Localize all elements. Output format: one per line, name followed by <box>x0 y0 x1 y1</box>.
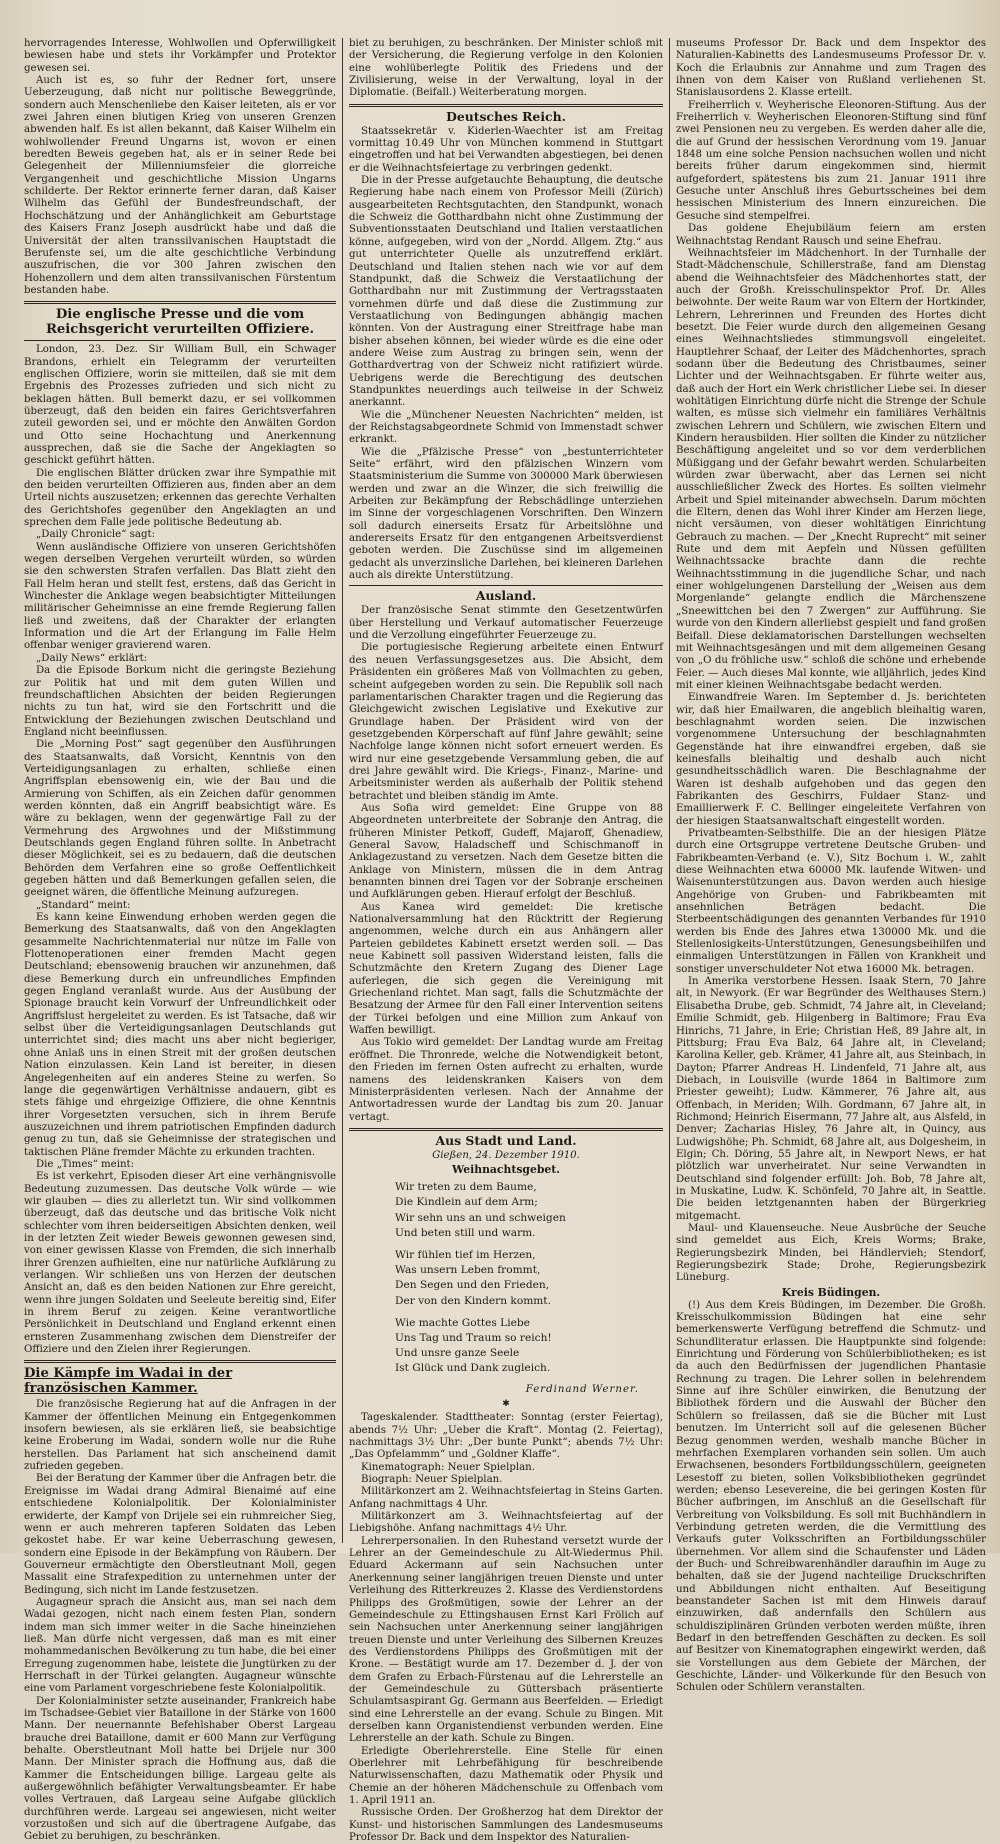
poem-line: Den Segen und den Frieden, <box>395 1279 550 1292</box>
poem-stanza <box>395 1248 663 1309</box>
column-2 <box>342 38 669 1844</box>
headline-wadai: Die Kämpfe im Wadai in der französischen Kammer. <box>24 1366 233 1397</box>
section-heading-reich: Deutsches Reich. <box>446 108 566 124</box>
article-text: hervorragendes Interesse, Wohlwollen und Opferwilligkeit bewiesen habe und stets ihr Vorkämpfer und Protektor gewesen sei. <box>24 38 336 74</box>
poem-line: Was unsern Leben frommt, <box>395 1264 541 1277</box>
article-text: Aus Tokio wird gemeldet: Der Landtag wurde am Freitag eröffnet. Die Thronrede, welche die Notwendigkeit betont, den Frieden im fernen Osten aufrecht zu erhalten, wurde namens des leidenskranken Kaisers von dem Ministerpräsidenten verlesen. Nach der Annahme der Antwortadressen wurde der Landtag bis zum 20. Januar vertagt. <box>349 1037 663 1123</box>
column-3 <box>669 38 986 1694</box>
article-text: biet zu beruhigen, zu beschränken. Der Minister schloß mit der Versicherung, die Regierung verfolge in den Kolonien eine wohlüberlegte Politik des Friedens und der Zivilisierung, weise in der Verwaltung, loyal in der Diplomatie. (Beifall.) Weiterberatung morgen. <box>349 38 663 99</box>
section-heading-kreis-buedingen: Kreis Büdingen. <box>781 1285 881 1299</box>
article-text: Die französische Regierung hat auf die Anfragen in der Kammer der öffentlichen Meinung ein Entgegenkommen insofern bewiesen, als sie erklären ließ, sie beabsichtige keine Eroberung im Wadai, sondern wolle nur die Ruhe herstellen. Das Parlament hat sich anscheinend damit zufrieden gegeben. <box>24 1399 336 1473</box>
article-text: Es ist verkehrt, Episoden dieser Art eine verhängnisvolle Bedeutung zuzumessen. Das deutsche Volk würde — wie wir glauben — dies zu allerletzt tun. Wir sind vollkommen überzeugt, daß das deutsche und das britische Volk nicht schlechter vom ihren beiderseitigen Absichten denken, weil in der letzten Zeit wieder Beweis gewonnen gewesen sind, von einer gewissen Klasse von Fremden, die sich innerhalb ihrer Grenzen aufhielten, eine nur natürliche Aufklärung zu verlangen. Wir schließen uns von Herzen der deutschen Ansicht an, daß es den beiden Nationen zur Ehre gereicht, wenn ihre jungen Soldaten und Seeleute bereitig sind, Eifer in ihrem Beruf zu zeigen. Keine verantwortliche Persönlichkeit in Deutschland und England erkennt einen ernsteren Zusammenhang zwischen dem Dienstreifer der Offiziere und den Zielen ihrer Regierungen. <box>24 1171 336 1356</box>
headline-english-press: Die englische Presse und die vom Reichsgericht verurteilten Offiziere. <box>45 307 315 338</box>
divider <box>349 104 663 107</box>
article-text: „Daily News“ erklärt: <box>36 652 148 664</box>
article-text: Wenn ausländische Offiziere von unseren Gerichtshöfen wegen derselben Vergehen verurteilt würden, so würden sie den schwersten Strafen verfallen. Das Blatt zieht den Fall Helm heran und stellt fest, erstens, daß das Gericht in Winchester die Anklage wegen beabsichtigter Mitteilungen militärischer Geheimnisse an eine fremde Regierung fallen ließ und zweitens, daß der Charakter der erlangten Information und die Art der Erlangung im Falle Helm offenbar weniger gravierend waren. <box>24 541 336 652</box>
divider <box>349 1128 663 1131</box>
article-text: Aus Sofia wird gemeldet: Eine Gruppe von 88 Abgeordneten unterbreitete der Sobranje den Antrag, die früheren Minister Petkoff, Gudeff, Majaroff, Ghenadiew, General Savow, Haladscheff und Schischmanoff in Anklagezustand zu versetzen. Nach dem Gesetze bitten die Anklage von Ministern, müssen die in dem Antrag benannten binnen drei Tagen vor der Sobranje erscheinen und Aufklärungen geben. Hierauf erfolgt der Beschluß. <box>349 802 663 901</box>
article-text: Freiherrlich v. Weyherische Eleonoren-Stiftung. Aus der Freiherrlich v. Weyherischen Eleonoren-Stiftung sind fünf zwei Pensionen neu zu vergeben. Es werden daher alle die, die auf Grund der hessischen Verordnung vom 19. Januar 1848 um eine solche Pension nachsuchen wollen und nicht bereits früher darum eingekommen sind, hiermit aufgefordert, spätestens bis zum 21. Januar 1911 ihre Gesuche unter Anschluß ihres Geburtsscheines bei dem hessischen Ministerium des Innern einzureichen. Die Gesuche sind stempelfrei. <box>676 99 986 222</box>
poem-line: Wir fühlen tief im Herzen, <box>395 1249 536 1262</box>
article-text: Militärkonzert am 3. Weihnachtsfeiertag auf der Liebigshöhe. Anfang nachmittags 4½ Uhr. <box>349 1511 663 1535</box>
article-text: Da die Episode Borkum nicht die geringste Beziehung zur Politik hat und mit dem guten Willen und freundschaftlichen Absichten der beiden Regierungen nichts zu tun hat, wird sie den Fortschritt und die Entwicklung der Beziehungen zwischen Deutschland und England nicht beeinflussen. <box>24 665 336 738</box>
divider <box>24 301 336 304</box>
article-text: Bei der Beratung der Kammer über die Anfragen betr. die Ereignisse im Wadai drang Admiral Bienaimé auf eine entschiedene Kolonialpolitik. Der Kolonialminister erwiderte, der Kampf von Drijele sei ein ruhmreicher Sieg, wenn er auch mehreren tapferen Soldaten das Leben gekostet habe. Er war keine Ueberraschung gewesen, sondern eine Episode in der Bekämpfung von Räubern. Der Gouverneur ermächtigte den Oberstleutnant Moll, gegen Massalit eine Strafexpedition zu unternehmen unter der Bedingung, sich nicht im Lande festzusetzen. <box>24 1473 336 1596</box>
poem-line: Wir sehn uns an und schweigen <box>395 1211 566 1224</box>
poem-line: Uns Tag und Traum so reich! <box>395 1332 552 1345</box>
article-text: Privatbeamten-Selbsthilfe. Die an der hiesigen Plätze durch eine Ortsgruppe vertretene Deutsche Gruben- und Fabrikbeamten-Verband (e. V.), Sitz Bochum i. W., zahlt diese Weihnachten etwa 60000 Mk. laufende Witwen- und Waisenunterstützungen aus. Davon werden auch hiesige Angehörige von Gruben- und Fabrikbeamten mit ansehnlichen Beträgen bedacht. Die Sterbeentschädigungen des genannten Verbandes für 1910 werden bis Ende des Jahres etwa 130000 Mk. und die Stellenlosigkeits-Unterstützungen, Genesungsbeihilfen und einmaligen Unterstützungen in Fällen von Krankheit und sonstiger unverschuldeter Not etwa 16000 Mk. betragen. <box>676 828 986 975</box>
article-text: „Standard“ meint: <box>36 899 131 911</box>
article-text: Tageskalender. Stadttheater: Sonntag (erster Feiertag), abends 7½ Uhr: „Ueber die Kraft“. Montag (2. Feiertag), nachmittags 3½ Uhr: „Der bunte Punkt“; abends 7½ Uhr: „Das Opfelammm“ und „Goldner Klaffe“. <box>349 1412 663 1461</box>
poem-line: Wir treten zu dem Baume, <box>395 1181 537 1194</box>
poem-line: Wie machte Gottes Liebe <box>395 1316 530 1329</box>
article-text: Kinematograph: Neuer Spielplan. <box>361 1461 535 1473</box>
article-text: Lehrerpersonalien. In den Ruhestand versetzt wurde der Lehrer an der Gemeindeschule zu Alt-Wiedermus Phil. Eduard Ackermann auf sein Nachsuchen unter Anerkennung seiner langjährigen treuen Dienste und unter Verleihung des Ritterkreuzes 2. Klasse des Verdienstordens Philipps des Großmütigen, sowie der Lehrer an der Gemeindeschule zu Ettingshausen Ernst Karl Frölich auf sein Nachsuchen unter Anerkennung seiner langjährigen treuen Dienste und unter Verleihung des Silbernen Kreuzes des Verdienstordens Philipps des Großmütigen mit der Krone. — Bestätigt wurde am 17. Dezember d. J. der von dem Grafen zu Erbach-Fürstenau auf die Lehrerstelle an der Gemeindeschule zu Güttersbach präsentierte Schulamtsaspirant Gg. Germann aus Beerfelden. — Erledigt sind eine Lehrerstelle an der evang. Schule zu Bingen. Mit derselben kann Organistendienst verbunden werden. Eine Lehrerstelle an der kath. Schule zu Bingen. <box>349 1535 663 1745</box>
poem-line: Ist Glück und Dank zugleich. <box>395 1362 551 1375</box>
divider <box>349 585 663 586</box>
article-text: Wie die „Pfälzische Presse“ von „bestunterrichteter Seite“ erfährt, wird den pfälzischen Winzern vom Staatsministerium die Summe von 300000 Mark überwiesen werden und zwar an die Winzer, die sich freiwillig die Arbeiten zur Bekämpfung der Rebschädlinge unterziehen im Sinne der vorgeschlagenen Vorschriften. Den Winzern soll dadurch einerseits Ersatz für Arbeitslöhne und andererseits Ersatz für den entgangenen Arbeitsverdienst geboten werden. Die Zuschüsse sind im allgemeinen gedacht als unverzinsliche Darlehen, bei kleineren Darlehen auch als direkte Unterstützung. <box>349 446 663 582</box>
article-text: Auch ist es, so fuhr der Redner fort, unsere Ueberzeugung, daß nicht nur politische Beweggründe, sondern auch Menschenliebe den Kaiser leiteten, als er vor zwei Jahren einen blutigen Krieg von unseren Grenzen abwenden half. Es ist allen bekannt, daß Kaiser Wilhelm ein wohlwollender Freund Ungarns ist, wovon er einen beredten Beweis gegeben hat, als er in seiner Rede bei Gelegenheit der Millenniumsfeier die glorreiche Vergangenheit und geschichtliche Mission Ungarns schilderte. Der Rektor erinnerte ferner daran, daß Kaiser Wilhelm das Gefühl der Bundesfreundschaft, der Hochschätzung und der Anhänglichkeit am Geburtstage des Kaisers Franz Joseph ausdrückt habe und daß die Universität der alten transsilvanischen Hauptstadt die Berufenste sei, um die alte geschichtliche Verbindung auszufrischen, die vor 300 Jahren zwischen den Hohenzollern und dem alten transsilvanischen Fürstentum bestanden habe. <box>24 75 336 296</box>
article-text: Weihnachtsfeier im Mädchenhort. In der Turnhalle der Stadt-Mädchenschule, Schillerstraße, fand am Dienstag abend die Weihnachtsfeier des Mädchenhortes statt, der auch der Großh. Kreisschulinspektor Prof. Dr. Alles beiwohnte. Der weite Raum war von Eltern der Hortkinder, Lehrern, Lehrerinnen und Freunden des Hortes dicht besetzt. Die Feier wurde durch den allgemeinen Gesang eines Weihnachtsliedes stimmungsvoll eingeleitet. Hauptlehrer Schaaf, der Leiter des Mädchenhortes, sprach sodann über die Bedeutung des Christbaumes, seiner Lichter und der Weihnachtsgaben. Er führte weiter aus, daß auch der Hort ein Werk christlicher Liebe sei. In dieser wohltätigen Einrichtung dürfe nicht die Strenge der Schule walten, es müsse sich vielmehr ein familiäres Verhältnis zwischen Lehrern und Schülern, wie zwischen Eltern und Kindern herausbilden. Hier sollten die Kinder zu nützlicher Beschäftigung angeleitet und so vor dem verderblichen Müßiggang und der Gefahr bewahrt werden. Schularbeiten würden zwar überwacht, aber das Lernen sei nicht ausschließlicher Zweck des Hortes. Es sollten vielmehr Arbeit und Spiel miteinander abwechseln. Darum möchten die Eltern, denen das Wohl ihrer Kinder am Herzen liege, nicht versäumen, von dieser wohltätigen Einrichtung Gebrauch zu machen. — Der „Knecht Ruprecht“ mit seiner Rute und dem mit Aepfeln und Nüssen gefüllten Weihnachtssacke brachte dann die rechte Weihnachtsstimmung in die jugendliche Schar, und nach einer wohlgelungenen Darstellung der „Weisen aus dem Morgenlande“ gelangte endlich die Märchenszene „Sneewittchen bei den 7 Zwergen“ zur Aufführung. Sie wurde von den Kindern allerliebst gespielt und fand großen Beifall. Diese deklamatorischen Darstellungen wechselten mit Weihnachtsgesängen und mit dem allgemeinen Gesang von „O du fröhliche usw.“ schloß die schöne und erhebende Feier. — Auch dieses Mal konnte, wie alljährlich, jedes Kind mit einer kleinen Weihnachtsgabe bedacht werden. <box>676 247 986 691</box>
separator-star-icon: ✱ <box>502 1399 510 1409</box>
poem-stanza <box>395 1316 663 1377</box>
article-text: Maul- und Klauenseuche. Neue Ausbrüche der Seuche sind gemeldet aus Eich, Kreis Worms; Brake, Regierungsbezirk Minden, bei Händlervieh; Stendorf, Regierungsbezirk Stade; Drohe, Regierungsbezirk Lüneburg. <box>676 1223 986 1284</box>
article-text: Einwandfreie Waren. Im September d. Js. berichteten wir, daß hier Emailwaren, die angeblich bleihaltig waren, beschlagnahmt worden seien. Die inzwischen vorgenommene Untersuchung der beschlagnahmten Gegenstände hat ihre einwandfrei ergeben, daß sie keinesfalls bleihaltig und deshalb auch nicht gesundheitsschädlich waren. Die Beschlagnahme der Waren ist deshalb aufgehoben und das gegen den Fabrikanten des Geschirrs, Fuldaer Stanz- und Emaillierwerk F. C. Bellinger eingeleitete Verfahren von der hiesigen Staatsanwaltschaft eingestellt worden. <box>676 692 986 827</box>
article-text: museums Professor Dr. Back und dem Inspektor des Naturalien-Kabinetts des Landesmuseums Professor Dr. v. Koch die Erlaubnis zur Annahme und zum Tragen des ihnen von dem Kaiser von Rußland verliehenen St. Stanislausordens 2. Klasse erteilt. <box>676 38 986 99</box>
article-text: Biograph: Neuer Spielplan. <box>361 1474 503 1486</box>
divider <box>24 340 336 341</box>
poem-line: Die Kindlein auf dem Arm; <box>395 1196 538 1209</box>
article-text: Es kann keine Einwendung erhoben werden gegen die Bemerkung des Staatsanwalts, daß von den Angeklagten gesammelte Nachrichtenmaterial nur nütze im Falle von Flottenoperationen einer fremden Macht gegen Deutschland; ebensowenig brauchen wir anzunehmen, daß diese Bemerkung durch ein unfreundliches Empfinden gegen England veranlaßt wurde. Aus der Ausübung der Spionage braucht kein Vorwurf der Unfreundlichkeit oder Angriffslust hergeleitet zu werden. Es ist Tatsache, daß wir selbst über die Verteidigungsanlagen Deutschlands gut unterrichtet sind; dies macht uns aber nicht begieriger, ohne Anlaß uns in einen Streit mit der großen deutschen Nation einzulassen. Kein Land ist bereiter, in diesen Angelegenheiten auf ein anderes Steine zu werfen. So lange die gegenwärtigen Verhältnisse andauern, gibt es stets fähige und ehrgeizige Offiziere, die ohne Kenntnis ihrer Vorgesetzten versuchen, sich in ihrem Berufe auszuzeichnen und ihrem patriotischen Empfinden dadurch genug zu tun, daß sie Geheimnisse der strategischen und taktischen Pläne fremder Mächte zu erkunden trachten. <box>24 912 336 1158</box>
article-text: Die „Times“ meint: <box>36 1158 135 1170</box>
column-1 <box>24 38 342 1843</box>
article-text: Aus Kanea wird gemeldet: Die kretische Nationalversammlung hat den Rücktritt der Regierung angenommen, welche durch ein aus Anhängern aller Parteien gebildetes Kabinett ersetzt werden soll. — Das neue Kabinett soll passiven Widerstand leisten, falls die Schutzmächte den Kretern Zugang des Diener Lage auferlegen, die sich gegen die Vereinigung mit Griechenland richtet. Man sagt, falls die Schutzmächte der Besatzung der Armee für den Fall einer Intervention seitens der Türkei befolgen und eine Million zum Ankauf von Waffen bewilligt. <box>349 901 663 1037</box>
article-text: Die englischen Blätter drücken zwar ihre Sympathie mit den beiden verurteilten Offizieren aus, finden aber an dem Urteil nichts auszusetzen; erkennen das gerechte Verhalten des Gerichtshofes gegenüber den Angeklagten an und sprechen dem Falle jede politische Bedeutung ab. <box>24 467 336 529</box>
poem-stanza <box>395 1180 663 1241</box>
poem-line: Und unsre ganze Seele <box>395 1347 520 1360</box>
article-text: Der französische Senat stimmte den Gesetzentwürfen über Herstellung und Verkauf automatischer Feuerzeuge und die Verzollung eingeführter Feuerzeuge zu. <box>349 605 663 642</box>
poem-signature: Ferdinand Werner. <box>525 1383 639 1395</box>
article-text: Die „Morning Post“ sagt gegenüber den Ausführungen des Staatsanwalts, daß Vorsicht, Kenntnis von den Verteidigungsanlagen zu erhalten, schließe einen Angriffsplan ebensowenig ein, wie der Bau und die Armierung von Schiffen, als ein Zeichen dafür genommen werden könnten, daß ein Angriff beabsichtigt wäre. Es wäre zu beklagen, wenn der gegenwärtige Fall zu der Vermehrung des Argwohnes und der Mißstimmung Deutschlands gegen England führen sollte. In Anbetracht dieser Möglichkeit, sei es zu bedauern, daß die deutschen Behörden dem Verfahren eine so große Oeffentlichkeit gegeben hätten und daß Bemerkungen gefallen seien, die geeignet wären, die öffentliche Meinung aufzuregen. <box>24 739 336 899</box>
article-text: Russische Orden. Der Großherzog hat dem Direktor der Kunst- und historischen Sammlungen des Landesmuseums Professor Dr. Back und dem Inspektor des Naturalien- <box>349 1807 663 1844</box>
article-text: Augagneur sprach die Ansicht aus, man sei nach dem Wadai gezogen, nicht nach einem festen Plan, sondern indem man sich immer weiter in die Sache hineinziehen ließ. Man dürfe nicht vergessen, daß man es mit einer mohammedanischen Bevölkerung zu tun habe, die bei einer Erregung zugenommen habe, leistete die Jungtürken zu der Herrschaft in der Türkei gelangten. Augagneur wünschte eine vom Parlament vorgeschriebene feste Kolonialpolitik. <box>24 1596 336 1695</box>
article-text: Wie die „Münchener Neuesten Nachrichten“ melden, ist der Reichstagsabgeordnete Schmid von Immenstadt schwer erkrankt. <box>349 409 663 446</box>
section-heading-stadt-land: Aus Stadt und Land. <box>435 1132 577 1148</box>
article-text: Die in der Presse aufgetauchte Behauptung, die deutsche Regierung habe nach einem von Professor Meili (Zürich) ausgearbeiteten Rechtsgutachten, den Standpunkt, wonach die Schweiz die Gotthardbahn nicht ohne Zustimmung der Subventionsstaaten Deutschland und Italien verstaatlichen könne, aufgegeben, wird von der „Nordd. Allgem. Ztg.“ aus gut unterrichteter Quelle als unzutreffend erklärt. Deutschland und Italien stehen nach wie vor auf dem Standpunkt, daß die Schweiz die Verstaatlichung der Gotthardbahn nur mit Zustimmung der Vertragsstaaten vornehmen dürfe und daß diese die Zustimmung zur Verstaatlichung von Bedingungen abhängig machen könnten. Von der Austragung einer Streitfrage habe man bisher absehen können, bei wieder würde es die eine oder andere Weise zum Austrag zu bringen sein, wenn der Gotthardvertrag von der Schweiz nicht ratifiziert würde. Uebrigens werde die Berechtigung des deutschen Standpunktes neuerdings auch teilweise in der Schweiz anerkannt. <box>349 175 663 409</box>
article-text: Militärkonzert am 2. Weihnachtsfeiertag in Steins Garten. Anfang nachmittags 4 Uhr. <box>349 1486 663 1510</box>
section-heading-ausland: Ausland. <box>475 588 537 604</box>
dateline: Gießen, 24. Dezember 1910. <box>432 1149 580 1161</box>
poem <box>395 1180 663 1376</box>
article-text: In Amerika verstorbene Hessen. Isaak Stern, 70 Jahre alt, in Newyork. (Er war Begründer des Welthauses Stern.) Elisabetha Drube, geb. Schmidt, 74 Jahre alt, in Cleveland; Emilie Schmidt, geb. Hilgenberg in Baltimore; Frau Eva Hinrichs, 71 Jahre, in Erie; Christian Heß, 89 Jahre alt, in Pittsburg; Frau Eva Balz, 64 Jahre alt, in Cleveland; Karolina Keller, geb. Krämer, 41 Jahre alt, aus Steinbach, in Dayton; Pfarrer Andreas H. Lindenfeld, 71 Jahre alt, aus Diebach, in Louisville (wurde 1864 in Baltimore zum Priester geweiht); Ludw. Kämmerer, 76 Jahre alt, aus Offenbach, in Meriden; Wilh. Gordmann, 67 Jahre alt, in Richmond; Heinrich Eisermann, 77 Jahre alt, aus Alsfeld, in Denver; Zacharias Hisley, 76 Jahre alt, in Quincy, aus Ludwigshöhe; Ph. Schmidt, 68 Jahre alt, aus Dolgesheim, in Elgin; Ch. Döring, 55 Jahre alt, in Newport News, er hat plötzlich war unverheiratet. Nur seine Verwandten in Deutschland sind folgender erfüllt: Joh. Bob, 78 Jahre alt, in Muskatine, Ludw. K. Schönfeld, 70 Jahre alt, in Seattle. Die beiden letztgenannten haben der Bürgerkrieg mitgemacht. <box>676 976 986 1222</box>
poem-title: Weihnachtsgebet. <box>452 1163 560 1177</box>
article-text: „Daily Chronicle“ sagt: <box>36 529 155 541</box>
article-text: Erledigte Oberlehrerstelle. Eine Stelle für einen Oberlehrer mit Lehrbefähigung für beschreibende Naturwissenschaften, dazu Mathematik oder Physik und Chemie an der höheren Mädchenschule zu Offenbach vom 1. April 1911 an. <box>349 1745 663 1806</box>
poem-line: Der von den Kindern kommt. <box>395 1294 551 1307</box>
divider <box>24 1360 336 1363</box>
poem-line: Und beten still und warm. <box>395 1226 536 1239</box>
article-text: London, 23. Dez. Sir William Bull, ein Schwager Brandons, erhielt ein Telegramm der verurteilten englischen Offiziere, worin sie mitteilen, daß sie mit dem Ergebnis des Prozesses zufrieden und sich nicht zu beklagen hätten. Bull bemerkt dazu, er sei vollkommen überzeugt, daß den beiden ein faires Gerichtsverfahren zuteil geworden sei, und er möchte den Anwälten Gordon und Otto seine Hochachtung und Anerkennung aussprechen, daß sie die Sache der Angeklagten so geschickt geführt hätten. <box>24 344 336 467</box>
article-text: Staatssekretär v. Kiderlen-Waechter ist am Freitag vormittag 10.49 Uhr von München kommend in Stuttgart eingetroffen und hat bei Verwandten abgestiegen, bei denen er die Weihnachtsfeiertage zu verbringen gedenkt. <box>349 125 663 174</box>
article-text: (!) Aus dem Kreis Büdingen, im Dezember. Die Großh. Kreisschulkommission Büdingen hat eine sehr bemerkenswerte Verfügung betreffend die Schmutz- und Schundliteratur erlassen. Die Hauptpunkte sind folgende: Einrichtung und Förderung von Schülerbibliotheken; es ist da auch den Bedürfnissen der jugendlichen Phantasie Rechnung zu tragen. Die Lehrer sollen in belehrendem Sinne auf ihre Schüler einwirken, die Benutzung der Bibliothek fördern und die Auswahl der Bücher den Schülern so freilassen, daß sie die Bücher mit Lust benutzen. Im Unterricht soll auf die gelesenen Bücher Bezug genommen werden, weshalb manche Bücher in mehrfachen Exemplaren vorhanden sein sollen. Um auch Erwachsenen, besonders Fortbildungsschülern, geeigneten Lesestoff zu bieten, sollen Volksbibliotheken gegründet werden; ebenso Lesevereine, die bei geringen Kosten für Bücher aufbringen, im Anschluß an die Gesellschaft für Verbreitung von Volksbildung. Es soll mit Buchhändlern in Verbindung getreten werden, die die Vermittlung des Verkaufs guter Volksschriften an Fortbildungsschüler übernehmen. Vor allem sind die Schaufenster und Läden der Buch- und Schreibwarenhändler daraufhin im Auge zu behalten, daß sie der Jugend nachteilige Druckschriften und Abbildungen nicht enthalten. Auf Beseitigung beanstandeter Sachen ist mit dem Hinweis darauf einzuwirken, daß andernfalls den Schülern aus schuldisziplinären Gründen verboten werden müßte, ihren Bedarf in den betreffenden Geschäften zu decken. Es soll auf Besitzer von Kinematographen eingewirkt werden, daß sie Vorstellungen aus dem Gebiete der Märchen, der Geschichte, Länder- und Völkerkunde für den Besuch von Schulen oder Schülern veranstalten. <box>676 1299 986 1694</box>
article-text: Die portugiesische Regierung arbeitete einen Entwurf des neuen Verfassungsgesetzes aus. Die Absicht, dem Präsidenten ein größeres Maß von Vollmachten zu geben, scheint aufgegeben worden zu sein. Die Republik soll nach parlamentarischen Charakter tragen und die Regierung das Gleichgewicht zwischen Legislative und Exekutive zur Grundlage haben. Der Präsident wird von der gesetzgebenden Körperschaft auf fünf Jahre gewählt; seine Nachfolge lange können nicht sofort erneuert werden. Es wird nur eine gesetzgebende Versammlung geben, die auf drei Jahre gewählt wird. Die Kriegs-, Finanz-, Marine- und Arbeitsminister werden als außerhalb der Politik stehend betrachtet und bleiben ständig im Amte. <box>349 642 663 802</box>
article-text: Der Kolonialminister setzte auseinander, Frankreich habe im Tschadsee-Gebiet vier Bataillone in der Stärke von 1600 Mann. Der neuernannte Befehlshaber Oberst Largeau brauche drei Bataillone, damit er 600 Mann zur Verfügung behalte. Oberstleutnant Moll hatte bei Drijele nur 300 Mann. Der Minister sprach die Hoffnung aus, daß die Kammer die Entscheidungen billige. Largeau gelte als außergewöhnlich befähigter Verwaltungsbeamter. Er habe volles Vertrauen, daß Largeau seine Aufgabe glücklich durchführen werde. Largeau sei angewiesen, nicht weiter vorzustoßen und sich auf die übertragene Aufgabe, das Gebiet zu beruhigen, zu beschränken. <box>24 1695 336 1843</box>
article-text: Das goldene Ehejubiläum feiern am ersten Weihnachtstag Rendant Rausch und seine Ehefrau. <box>676 223 986 247</box>
